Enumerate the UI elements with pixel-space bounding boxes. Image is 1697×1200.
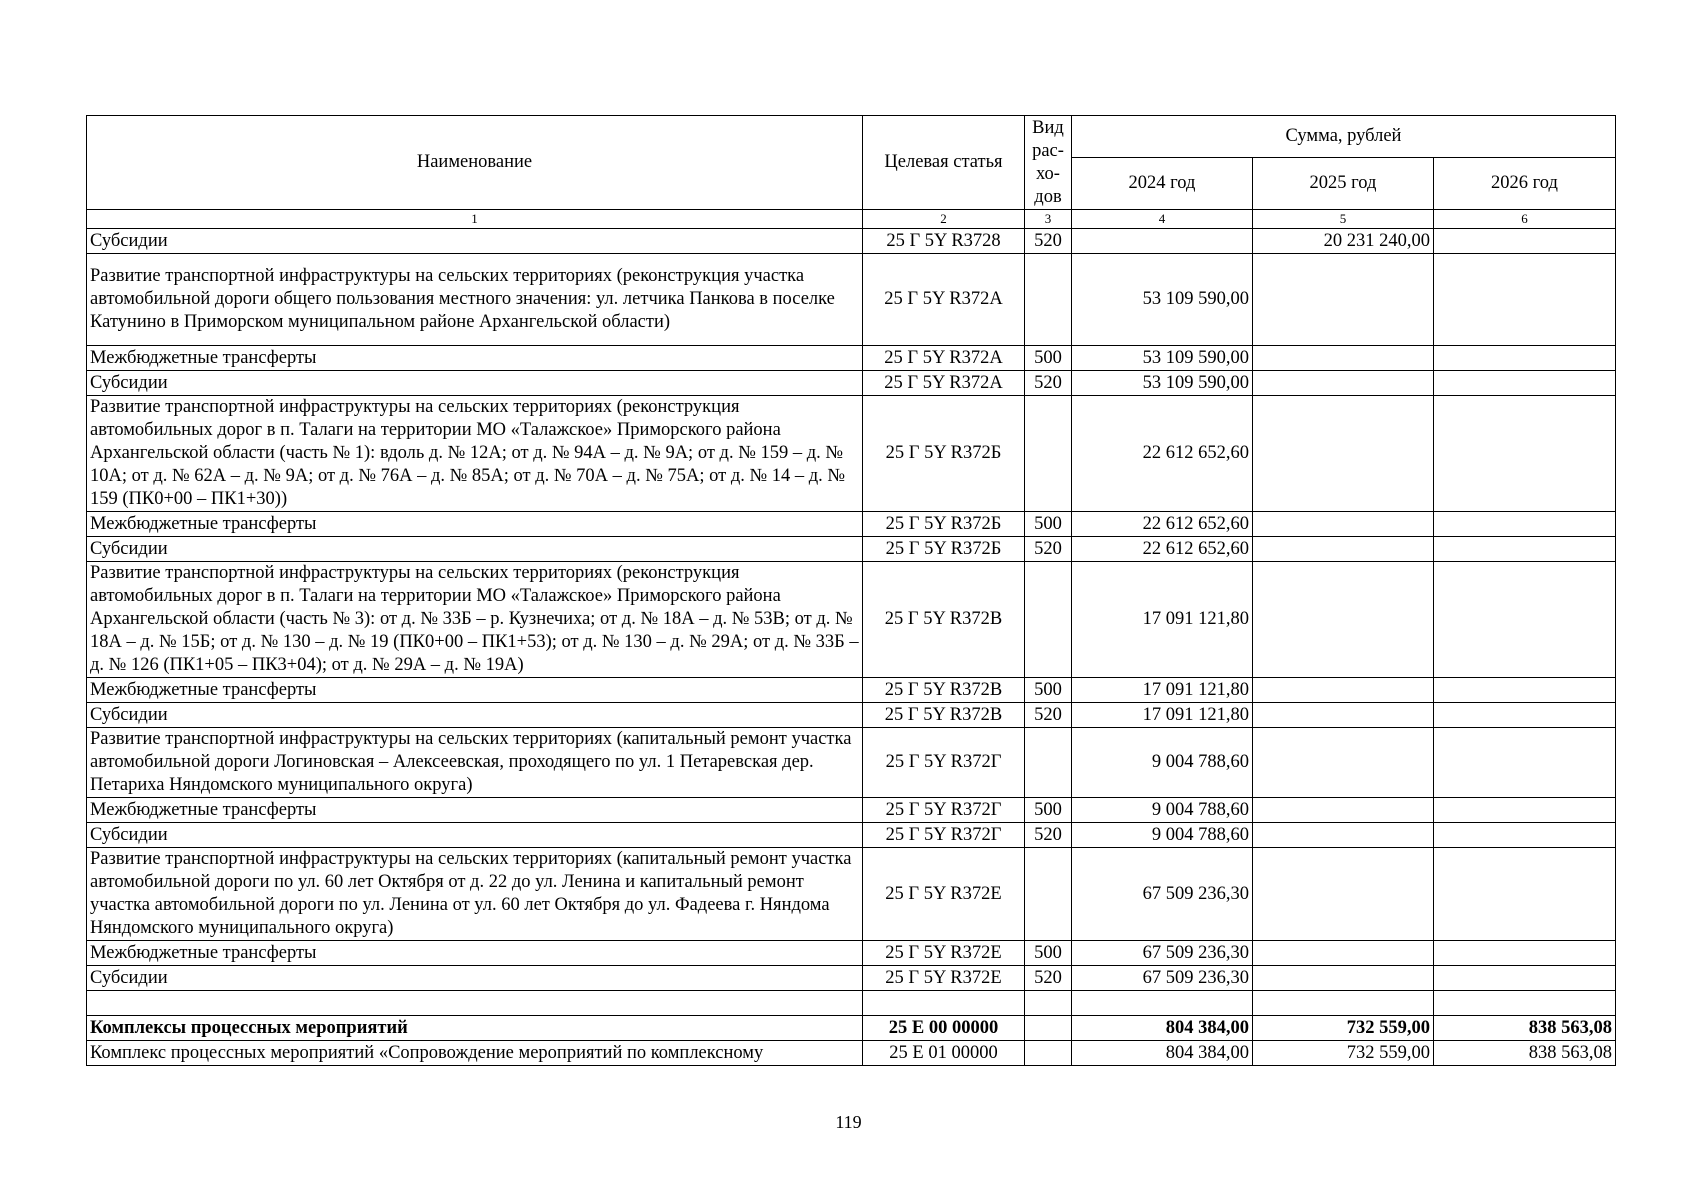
table-row [87, 966, 1616, 991]
amount-2026-cell [1434, 229, 1616, 254]
amount-2026-cell [1434, 371, 1616, 396]
expense-type-cell: 500 [1025, 346, 1072, 371]
table-row [87, 346, 1616, 371]
expense-type-cell: 500 [1025, 512, 1072, 537]
target-article-cell: 25 Г 5Y R372Б [863, 537, 1025, 562]
name-cell: Развитие транспортной инфраструктуры на сельских территориях (капитальный ремонт участка автомобильной дороги по ул. 60 лет Октября от д. 22 до ул. Ленина и капитальный ремонт участка автомобильной дороги по ул. Ленина от ул. 60 лет Октября до ул. Фадеева г. Няндома Няндомского муниципального округа) [87, 848, 863, 941]
target-article-cell: 25 Г 5Y R372А [863, 371, 1025, 396]
expense-type-cell: 520 [1025, 966, 1072, 991]
table-row [87, 941, 1616, 966]
target-article-cell: 25 Г 5Y R372А [863, 346, 1025, 371]
table-row [87, 991, 1616, 1016]
amount-2024-cell: 9 004 788,60 [1072, 728, 1253, 798]
expense-type-cell [1025, 991, 1072, 1016]
name-cell: Межбюджетные трансферты [87, 512, 863, 537]
expense-type-cell [1025, 396, 1072, 512]
amount-2024-cell: 804 384,00 [1072, 1016, 1253, 1041]
header-kind: Вид рас-хо-дов [1025, 116, 1072, 210]
expense-type-cell [1025, 848, 1072, 941]
table-row [87, 798, 1616, 823]
table-row [87, 678, 1616, 703]
amount-2026-cell [1434, 346, 1616, 371]
amount-2024-cell: 804 384,00 [1072, 1041, 1253, 1066]
header-code: Целевая статья [863, 116, 1025, 210]
name-cell: Развитие транспортной инфраструктуры на сельских территориях (капитальный ремонт участка автомобильной дороги Логиновская – Алексеевская, проходящего по ул. 1 Петаревская дер. Петариха Няндомского муниципального округа) [87, 728, 863, 798]
expense-type-cell [1025, 562, 1072, 678]
table-row [87, 512, 1616, 537]
name-cell: Субсидии [87, 537, 863, 562]
amount-2024-cell: 53 109 590,00 [1072, 346, 1253, 371]
amount-2024-cell [1072, 229, 1253, 254]
table-row [87, 1016, 1616, 1041]
column-number: 5 [1253, 210, 1434, 229]
amount-2026-cell [1434, 941, 1616, 966]
header-year-2026: 2026 год [1434, 158, 1616, 210]
amount-2024-cell: 22 612 652,60 [1072, 537, 1253, 562]
amount-2025-cell [1253, 703, 1434, 728]
amount-2025-cell [1253, 346, 1434, 371]
name-cell: Субсидии [87, 966, 863, 991]
target-article-cell: 25 Г 5Y R372Г [863, 798, 1025, 823]
table-row [87, 823, 1616, 848]
expense-type-cell: 520 [1025, 537, 1072, 562]
name-cell: Межбюджетные трансферты [87, 346, 863, 371]
name-cell: Субсидии [87, 371, 863, 396]
amount-2025-cell [1253, 537, 1434, 562]
table-row [87, 229, 1616, 254]
column-number: 3 [1025, 210, 1072, 229]
column-number: 4 [1072, 210, 1253, 229]
amount-2026-cell [1434, 703, 1616, 728]
target-article-cell: 25 Г 5Y R372Е [863, 848, 1025, 941]
amount-2026-cell [1434, 728, 1616, 798]
amount-2024-cell: 17 091 121,80 [1072, 562, 1253, 678]
table-row [87, 562, 1616, 678]
amount-2026-cell [1434, 254, 1616, 346]
amount-2026-cell [1434, 966, 1616, 991]
amount-2025-cell [1253, 254, 1434, 346]
target-article-cell: 25 Г 5Y R372В [863, 562, 1025, 678]
header-sum: Сумма, рублей [1072, 116, 1616, 158]
expense-type-cell: 520 [1025, 823, 1072, 848]
amount-2025-cell [1253, 396, 1434, 512]
amount-2025-cell [1253, 678, 1434, 703]
amount-2024-cell [1072, 991, 1253, 1016]
budget-table [86, 115, 1616, 1066]
amount-2025-cell: 732 559,00 [1253, 1016, 1434, 1041]
amount-2024-cell: 67 509 236,30 [1072, 966, 1253, 991]
header-name: Наименование [87, 116, 863, 210]
name-cell: Развитие транспортной инфраструктуры на сельских территориях (реконструкция участка автомобильной дороги общего пользования местного значения: ул. летчика Панкова в поселке Катунино в Приморском муниципальном районе Архангельской области) [87, 254, 863, 346]
amount-2026-cell [1434, 396, 1616, 512]
amount-2024-cell: 53 109 590,00 [1072, 371, 1253, 396]
expense-type-cell: 520 [1025, 703, 1072, 728]
name-cell: Комплекс процессных мероприятий «Сопровождение мероприятий по комплексному [87, 1041, 863, 1066]
amount-2026-cell [1434, 678, 1616, 703]
amount-2024-cell: 67 509 236,30 [1072, 941, 1253, 966]
name-cell: Развитие транспортной инфраструктуры на сельских территориях (реконструкция автомобильных дорог в п. Талаги на территории МО «Талажское» Приморского района Архангельской области (часть № 1): вдоль д. № 12А; от д. № 94А – д. № 9А; от д. № 159 – д. № 10А; от д. № 62А – д. № 9А; от д. № 76А – д. № 85А; от д. № 70А – д. № 75А; от д. № 14 – д. № 159 (ПК0+00 – ПК1+30)) [87, 396, 863, 512]
amount-2026-cell [1434, 991, 1616, 1016]
target-article-cell: 25 Г 5Y R372Б [863, 396, 1025, 512]
table-row [87, 848, 1616, 941]
target-article-cell: 25 Е 01 00000 [863, 1041, 1025, 1066]
column-number: 2 [863, 210, 1025, 229]
expense-type-cell: 500 [1025, 941, 1072, 966]
amount-2025-cell [1253, 728, 1434, 798]
amount-2025-cell [1253, 371, 1434, 396]
amount-2026-cell [1434, 512, 1616, 537]
target-article-cell: 25 Г 5Y R372В [863, 678, 1025, 703]
target-article-cell: 25 Г 5Y R372Г [863, 728, 1025, 798]
table-row [87, 396, 1616, 512]
amount-2025-cell [1253, 512, 1434, 537]
amount-2024-cell: 22 612 652,60 [1072, 512, 1253, 537]
amount-2026-cell [1434, 848, 1616, 941]
name-cell: Межбюджетные трансферты [87, 678, 863, 703]
expense-type-cell [1025, 1041, 1072, 1066]
amount-2025-cell: 732 559,00 [1253, 1041, 1434, 1066]
amount-2024-cell: 17 091 121,80 [1072, 678, 1253, 703]
amount-2024-cell: 22 612 652,60 [1072, 396, 1253, 512]
table-row [87, 254, 1616, 346]
amount-2025-cell [1253, 991, 1434, 1016]
table-row [87, 703, 1616, 728]
amount-2026-cell [1434, 537, 1616, 562]
table-row [87, 728, 1616, 798]
table-body [87, 229, 1616, 1066]
amount-2025-cell [1253, 941, 1434, 966]
name-cell: Комплексы процессных мероприятий [87, 1016, 863, 1041]
expense-type-cell: 520 [1025, 371, 1072, 396]
header-year-2024: 2024 год [1072, 158, 1253, 210]
amount-2024-cell: 17 091 121,80 [1072, 703, 1253, 728]
table-row [87, 1041, 1616, 1066]
header-year-2025: 2025 год [1253, 158, 1434, 210]
amount-2024-cell: 9 004 788,60 [1072, 798, 1253, 823]
name-cell: Развитие транспортной инфраструктуры на сельских территориях (реконструкция автомобильных дорог в п. Талаги на территории МО «Талажское» Приморского района Архангельской области (часть № 3): от д. № 33Б – р. Кузнечиха; от д. № 18А – д. № 53В; от д. № 18А – д. № 15Б; от д. № 130 – д. № 19 (ПК0+00 – ПК1+53); от д. № 130 – д. № 29А; от д. № 33Б – д. № 126 (ПК1+05 – ПК3+04); от д. № 29А – д. № 19А) [87, 562, 863, 678]
amount-2025-cell [1253, 823, 1434, 848]
amount-2026-cell [1434, 798, 1616, 823]
amount-2025-cell: 20 231 240,00 [1253, 229, 1434, 254]
name-cell: Субсидии [87, 823, 863, 848]
expense-type-cell: 500 [1025, 798, 1072, 823]
name-cell: Субсидии [87, 229, 863, 254]
target-article-cell: 25 Г 5Y R372Г [863, 823, 1025, 848]
target-article-cell: 25 Г 5Y R372Е [863, 941, 1025, 966]
name-cell: Межбюджетные трансферты [87, 941, 863, 966]
expense-type-cell [1025, 728, 1072, 798]
expense-type-cell [1025, 254, 1072, 346]
amount-2026-cell: 838 563,08 [1434, 1016, 1616, 1041]
target-article-cell: 25 Г 5Y R372В [863, 703, 1025, 728]
column-number: 6 [1434, 210, 1616, 229]
expense-type-cell: 520 [1025, 229, 1072, 254]
target-article-cell: 25 Г 5Y R3728 [863, 229, 1025, 254]
expense-type-cell [1025, 1016, 1072, 1041]
amount-2025-cell [1253, 798, 1434, 823]
target-article-cell: 25 Г 5Y R372Е [863, 966, 1025, 991]
amount-2026-cell: 838 563,08 [1434, 1041, 1616, 1066]
target-article-cell: 25 Г 5Y R372А [863, 254, 1025, 346]
name-cell: Субсидии [87, 703, 863, 728]
table-row [87, 371, 1616, 396]
amount-2024-cell: 67 509 236,30 [1072, 848, 1253, 941]
page-number: 119 [835, 1112, 862, 1132]
amount-2024-cell: 9 004 788,60 [1072, 823, 1253, 848]
target-article-cell [863, 991, 1025, 1016]
table-row [87, 537, 1616, 562]
amount-2026-cell [1434, 823, 1616, 848]
target-article-cell: 25 Е 00 00000 [863, 1016, 1025, 1041]
name-cell [87, 991, 863, 1016]
target-article-cell: 25 Г 5Y R372Б [863, 512, 1025, 537]
amount-2025-cell [1253, 848, 1434, 941]
amount-2026-cell [1434, 562, 1616, 678]
name-cell: Межбюджетные трансферты [87, 798, 863, 823]
expense-type-cell: 500 [1025, 678, 1072, 703]
column-number: 1 [87, 210, 863, 229]
amount-2025-cell [1253, 966, 1434, 991]
amount-2024-cell: 53 109 590,00 [1072, 254, 1253, 346]
amount-2025-cell [1253, 562, 1434, 678]
